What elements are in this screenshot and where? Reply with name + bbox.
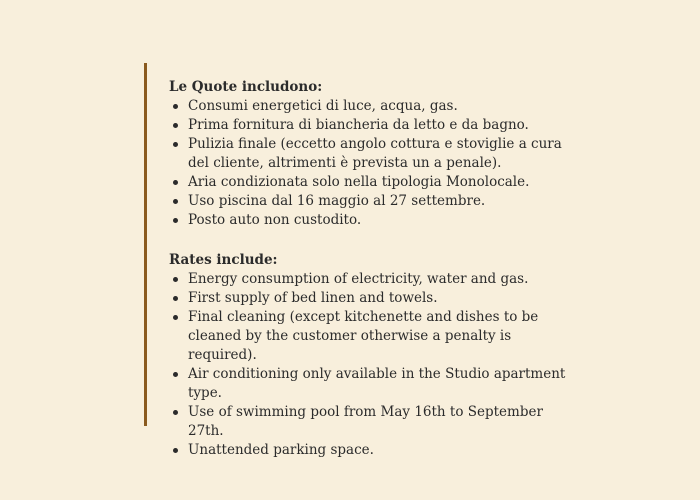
list-item: Posto auto non custodito. xyxy=(169,211,574,230)
english-list xyxy=(169,270,574,460)
rates-info-card xyxy=(144,63,574,458)
list-item: Consumi energetici di luce, acqua, gas. xyxy=(169,97,574,116)
list-item: First supply of bed linen and towels. xyxy=(169,289,574,308)
italian-list xyxy=(169,97,574,230)
italian-section xyxy=(169,77,574,230)
list-item: Energy consumption of electricity, water and gas. xyxy=(169,270,574,289)
section-title-italian: Le Quote includono: xyxy=(169,79,323,95)
section-title-english: Rates include: xyxy=(169,252,278,268)
list-item: Use of swimming pool from May 16th to September 27th. xyxy=(169,403,574,441)
english-section xyxy=(169,250,574,460)
list-item: Unattended parking space. xyxy=(169,441,574,460)
list-item: Uso piscina dal 16 maggio al 27 settembre. xyxy=(169,192,574,211)
list-item: Air conditioning only available in the Studio apartment type. xyxy=(169,365,574,403)
list-item: Pulizia finale (eccetto angolo cottura e stoviglie a cura del cliente, altrimenti è prevista un a penale). xyxy=(169,135,574,173)
list-item: Final cleaning (except kitchenette and dishes to be cleaned by the customer otherwise a penalty is required). xyxy=(169,308,574,365)
list-item: Prima fornitura di biancheria da letto e da bagno. xyxy=(169,116,574,135)
list-item: Aria condizionata solo nella tipologia Monolocale. xyxy=(169,173,574,192)
